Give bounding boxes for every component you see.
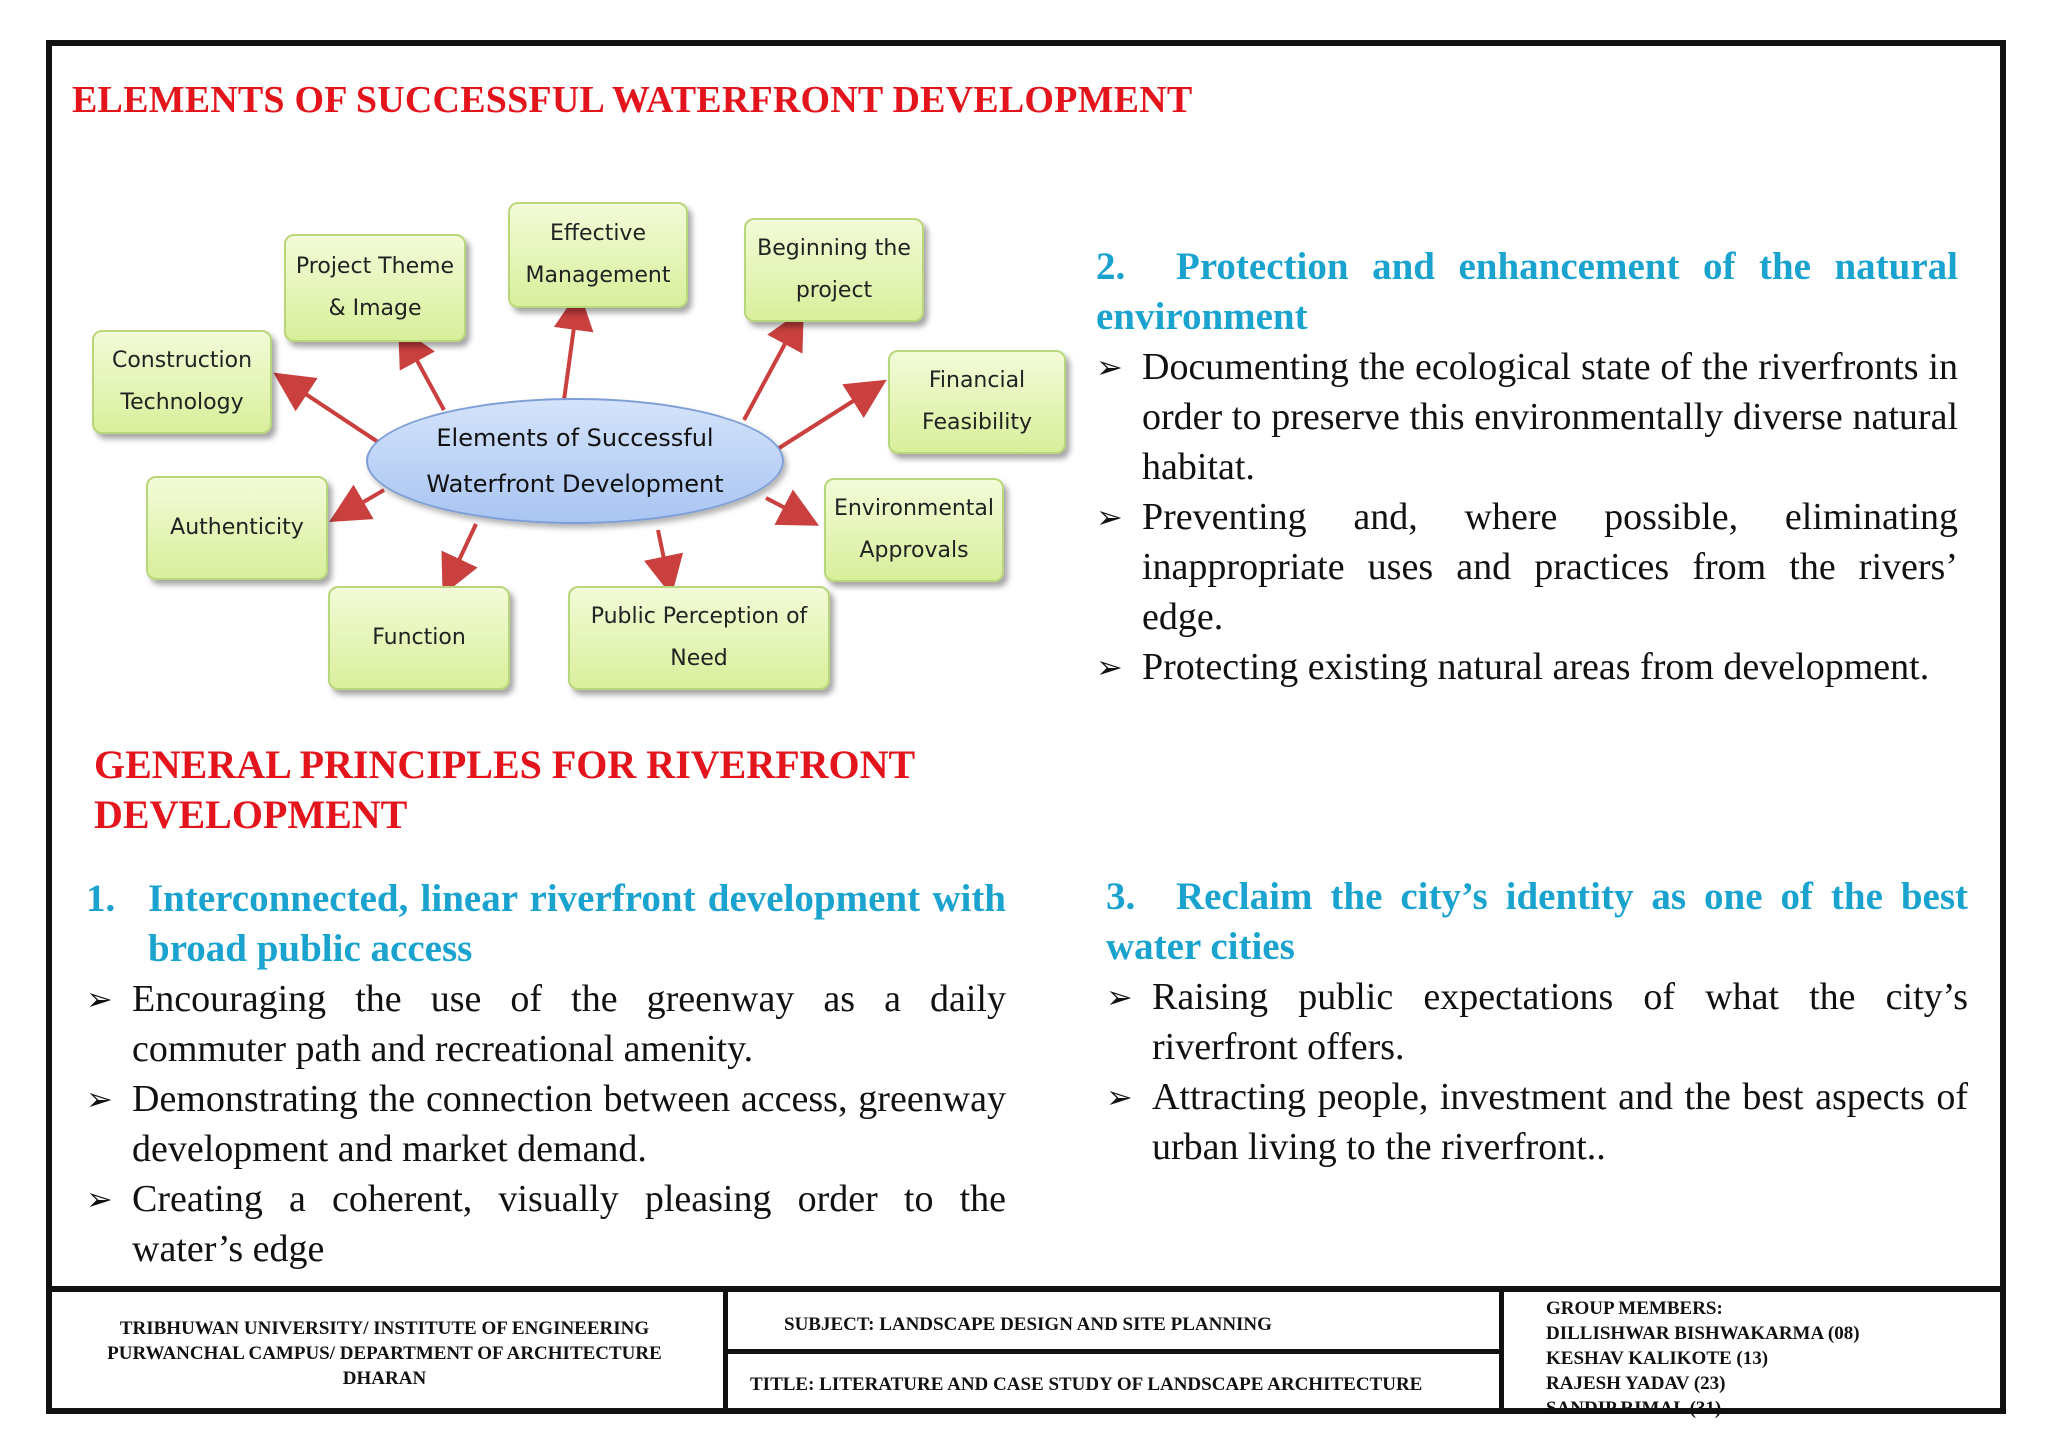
list-item: ➢ Documenting the ecological state of the riverfronts in order to preserve this environmentally diverse natural habitat. xyxy=(1096,342,1958,492)
principle-1-heading xyxy=(86,874,1006,974)
arrow-to-construction-technology xyxy=(280,377,384,446)
group-members-cell xyxy=(1499,1292,2000,1419)
node-authenticity: Authenticity xyxy=(146,476,328,580)
general-principles-heading: GENERAL PRINCIPLES FOR RIVERFRONT DEVELOPMENT xyxy=(94,742,915,837)
principle-number: 3. xyxy=(1106,875,1136,918)
list-item: ➢ Raising public expectations of what the city’s riverfront offers. xyxy=(1106,972,1968,1072)
member-name: KESHAV KALIKOTE (13) xyxy=(1546,1348,1769,1369)
principle-3-heading xyxy=(1106,872,1968,972)
node-function: Function xyxy=(328,586,510,690)
arrow-to-financial-feasibility xyxy=(776,384,880,450)
node-public-perception: Public Perception of Need xyxy=(568,586,830,690)
list-item: ➢ Encouraging the use of the greenway as a daily commuter path and recreational amenity. xyxy=(86,974,1006,1074)
arrow-to-project-theme xyxy=(402,333,444,410)
group-members-label: GROUP MEMBERS: xyxy=(1546,1298,1723,1319)
member-name: RAJESH YADAV (23) xyxy=(1546,1373,1726,1394)
institution-cell xyxy=(46,1292,728,1414)
principle-number: 1. xyxy=(86,877,116,920)
arrow-bullet-icon: ➢ xyxy=(1096,648,1123,686)
principle-title: Protection and enhancement of the natural environment xyxy=(1096,245,1958,338)
principle-3-bullets xyxy=(1106,972,1968,1172)
node-project-theme: Project Theme & Image xyxy=(284,234,466,342)
arrow-to-authenticity xyxy=(336,490,384,518)
principle-1-bullets xyxy=(86,974,1006,1274)
principle-2 xyxy=(1096,242,1958,692)
arrow-to-effective-management xyxy=(564,298,578,400)
principle-2-bullets xyxy=(1096,342,1958,692)
arrow-bullet-icon: ➢ xyxy=(1096,498,1123,536)
institution-line: TRIBHUWAN UNIVERSITY/ INSTITUTE OF ENGINEERING xyxy=(119,1317,650,1339)
subject-cell xyxy=(728,1292,1504,1354)
principle-title: Interconnected, linear riverfront development with broad public access xyxy=(148,877,1006,970)
list-item: ➢ Attracting people, investment and the best aspects of urban living to the riverfront.. xyxy=(1106,1072,1968,1172)
principle-3 xyxy=(1106,872,1968,1172)
arrow-bullet-icon: ➢ xyxy=(86,980,113,1018)
institution-line: PURWANCHAL CAMPUS/ DEPARTMENT OF ARCHITECTURE xyxy=(107,1342,662,1364)
title-cell xyxy=(728,1354,1504,1414)
list-item: ➢ Protecting existing natural areas from development. xyxy=(1096,642,1958,692)
node-effective-management: Effective Management xyxy=(508,202,688,308)
member-name: SANDIP RIMAL (31) xyxy=(1546,1398,1722,1419)
arrow-bullet-icon: ➢ xyxy=(1106,1078,1133,1116)
arrow-to-beginning-project xyxy=(744,316,800,420)
principle-2-heading xyxy=(1096,242,1958,342)
member-name: DILLISHWAR BISHWAKARMA (08) xyxy=(1546,1323,1860,1344)
page-title: ELEMENTS OF SUCCESSFUL WATERFRONT DEVELOPMENT xyxy=(72,79,1193,121)
diagram-center-oval: Elements of Successful Waterfront Development xyxy=(366,398,784,524)
list-item: ➢ Preventing and, where possible, eliminating inappropriate uses and practices from the rivers’ edge. xyxy=(1096,492,1958,642)
title-text: TITLE: LITERATURE AND CASE STUDY OF LANDSCAPE ARCHITECTURE xyxy=(750,1374,1423,1395)
arrow-bullet-icon: ➢ xyxy=(86,1080,113,1118)
node-environmental-approvals: Environmental Approvals xyxy=(824,478,1004,582)
elements-diagram xyxy=(84,190,1074,700)
list-item: ➢ Demonstrating the connection between access, greenway development and market demand. xyxy=(86,1074,1006,1174)
arrow-to-public-perception xyxy=(658,530,670,588)
list-item: ➢ Creating a coherent, visually pleasing order to the water’s edge xyxy=(86,1174,1006,1274)
principle-title: Reclaim the city’s identity as one of the best water cities xyxy=(1106,875,1968,968)
node-construction-technology: Construction Technology xyxy=(92,330,272,434)
subject-text: SUBJECT: LANDSCAPE DESIGN AND SITE PLANNING xyxy=(784,1314,1272,1335)
arrow-bullet-icon: ➢ xyxy=(86,1180,113,1218)
arrow-bullet-icon: ➢ xyxy=(1106,978,1133,1016)
arrow-bullet-icon: ➢ xyxy=(1096,348,1123,386)
title-block xyxy=(46,1286,2006,1419)
institution-line: DHARAN xyxy=(342,1367,427,1389)
arrow-to-environmental-approvals xyxy=(766,498,812,522)
principle-number: 2. xyxy=(1096,245,1126,288)
node-financial-feasibility: Financial Feasibility xyxy=(888,350,1066,454)
principle-1 xyxy=(86,874,1006,1274)
node-beginning-project: Beginning the project xyxy=(744,218,924,322)
arrow-to-function xyxy=(446,524,476,588)
